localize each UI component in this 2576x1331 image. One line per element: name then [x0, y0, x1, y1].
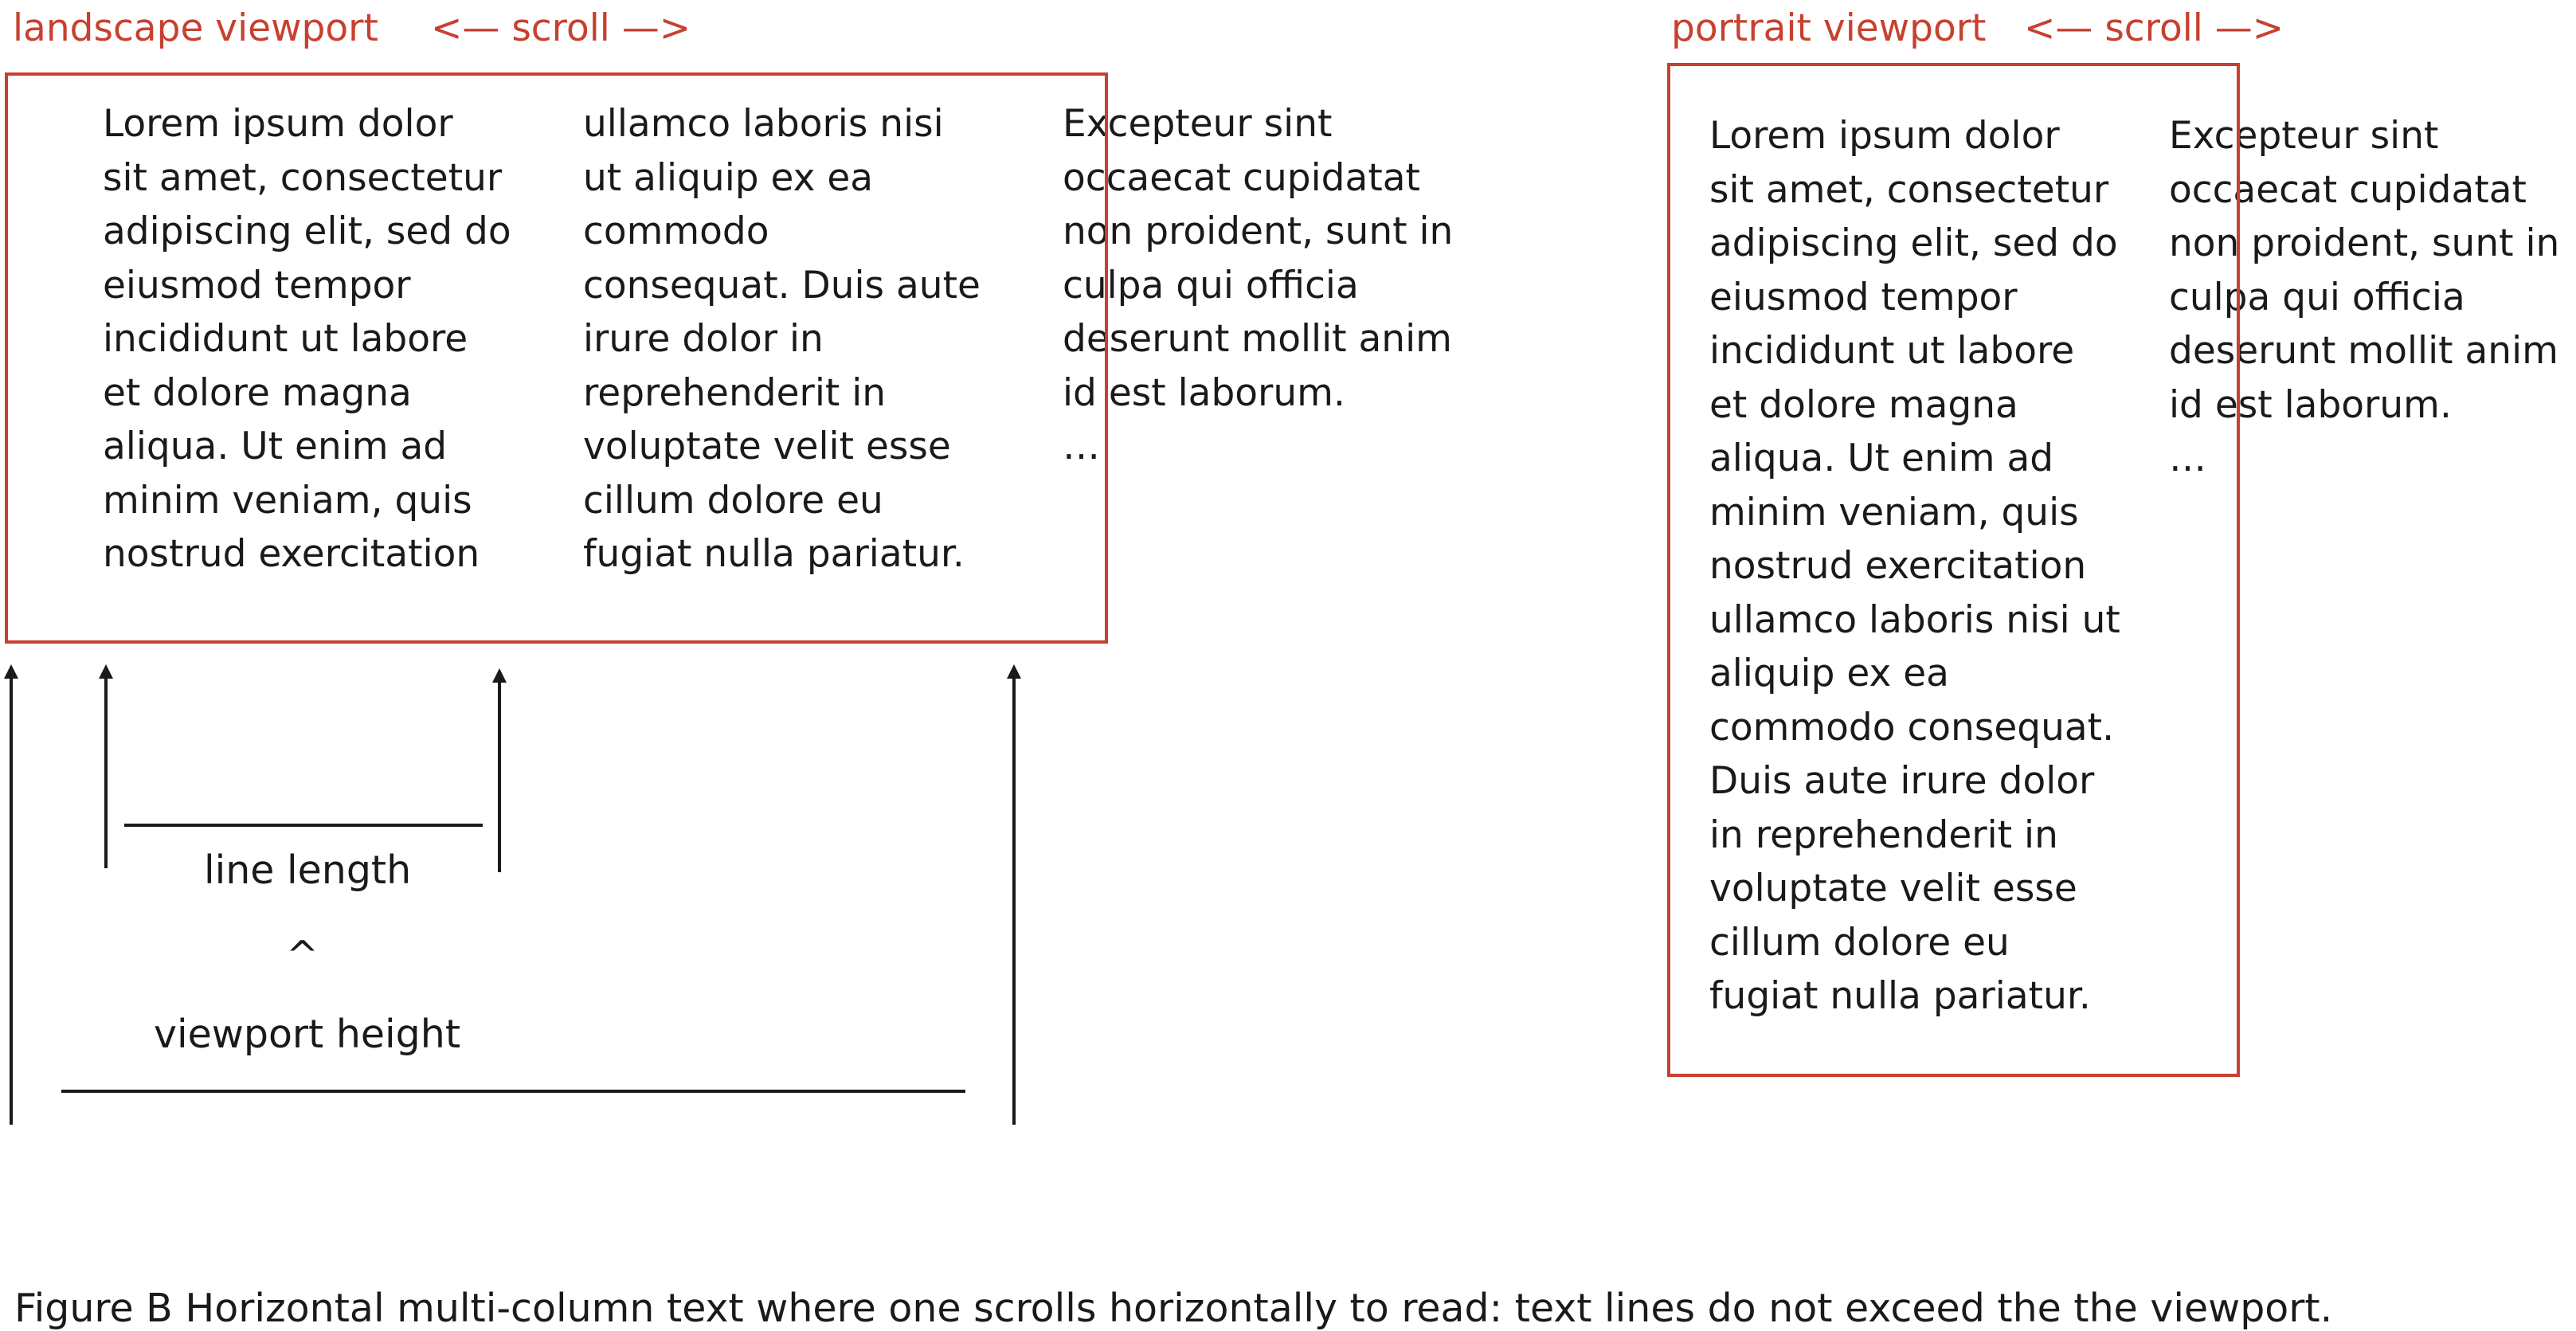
landscape-text-line: consequat. Duis aute — [583, 263, 981, 307]
landscape-text-line: aliqua. Ut enim ad — [103, 425, 448, 468]
landscape-scroll-label: <— scroll —> — [431, 6, 691, 50]
portrait-text-line: … — [2169, 436, 2206, 480]
portrait-text-line: sit amet, consectetur — [1709, 167, 2109, 212]
portrait-text-line: culpa qui officia — [2169, 275, 2465, 319]
portrait-text-line: cillum dolore eu — [1709, 920, 2010, 965]
landscape-text-line: occaecat cupidatat — [1063, 155, 1420, 200]
landscape-text-line: deserunt mollit anim — [1063, 317, 1452, 361]
landscape-text-line: fugiat nulla pariatur. — [583, 532, 965, 576]
landscape-text-line: cillum dolore eu — [583, 478, 883, 523]
portrait-text-line: adipiscing elit, sed do — [1709, 221, 2118, 265]
line-length-left-arrow — [99, 664, 113, 868]
portrait-text-line: Duis aute irure dolor — [1709, 759, 2095, 803]
viewport-height-label: viewport height — [154, 1012, 461, 1057]
landscape-text-line: ut aliquip ex ea — [583, 155, 874, 200]
landscape-text-line: et dolore magna — [103, 370, 412, 415]
portrait-text-line: occaecat cupidatat — [2169, 167, 2527, 212]
portrait-text-line: commodo consequat. — [1709, 705, 2115, 750]
portrait-text-line: aliquip ex ea — [1709, 652, 1949, 695]
landscape-text-line: Excepteur sint — [1063, 102, 1333, 146]
portrait-text-line: nostrud exercitation — [1709, 544, 2087, 588]
portrait-text-line: in reprehenderit in — [1709, 812, 2058, 857]
landscape-text-line: Lorem ipsum dolor — [103, 102, 453, 146]
portrait-text-line: fugiat nulla pariatur. — [1709, 974, 2091, 1018]
landscape-text-line: id est laborum. — [1063, 370, 1345, 415]
landscape-text-line: eiusmod tempor — [103, 263, 411, 307]
landscape-text-line: non proident, sunt in — [1063, 209, 1454, 253]
line-length-label: line length — [204, 848, 412, 893]
portrait-text-line: ullamco laboris nisi ut — [1709, 597, 2120, 642]
portrait-text-line: deserunt mollit anim — [2169, 329, 2558, 373]
portrait-scroll-label: <— scroll —> — [2024, 6, 2284, 50]
caret-label: ^ — [286, 933, 319, 978]
line-length-right-arrow — [492, 668, 507, 872]
figure-caption: Figure B Horizontal multi-column text where one scrolls horizontally to read: text lines do not exceed the the viewport. — [14, 1286, 2333, 1331]
landscape-viewport-label: landscape viewport — [13, 6, 378, 50]
viewport-height-left-arrow — [4, 664, 18, 1125]
portrait-text-line: Excepteur sint — [2169, 114, 2439, 158]
landscape-text-line: voluptate velit esse — [583, 425, 951, 468]
landscape-text-line: irure dolor in — [583, 317, 824, 361]
landscape-text-line: sit amet, consectetur — [103, 155, 503, 200]
portrait-text-line: Lorem ipsum dolor — [1709, 114, 2060, 158]
portrait-viewport-label: portrait viewport — [1671, 6, 1987, 50]
landscape-text-line: culpa qui officia — [1063, 263, 1359, 307]
landscape-text-line: incididunt ut labore — [103, 317, 468, 361]
portrait-text-line: incididunt ut labore — [1709, 329, 2075, 373]
portrait-text-line: et dolore magna — [1709, 382, 2018, 427]
portrait-text-line: non proident, sunt in — [2169, 221, 2560, 265]
landscape-text-line: … — [1063, 425, 1100, 468]
landscape-text-line: commodo — [583, 209, 769, 253]
landscape-text-line: minim veniam, quis — [103, 478, 472, 523]
portrait-text-line: eiusmod tempor — [1709, 275, 2018, 319]
landscape-text-line: nostrud exercitation — [103, 532, 480, 576]
landscape-text-line: adipiscing elit, sed do — [103, 209, 511, 253]
portrait-text-line: minim veniam, quis — [1709, 490, 2079, 534]
portrait-text-line: aliqua. Ut enim ad — [1709, 436, 2054, 480]
portrait-text-line: id est laborum. — [2169, 382, 2452, 427]
landscape-text-line: ullamco laboris nisi — [583, 102, 944, 146]
landscape-text-line: reprehenderit in — [583, 370, 887, 415]
portrait-text-line: voluptate velit esse — [1709, 867, 2077, 910]
viewport-height-right-arrow — [1007, 664, 1021, 1125]
